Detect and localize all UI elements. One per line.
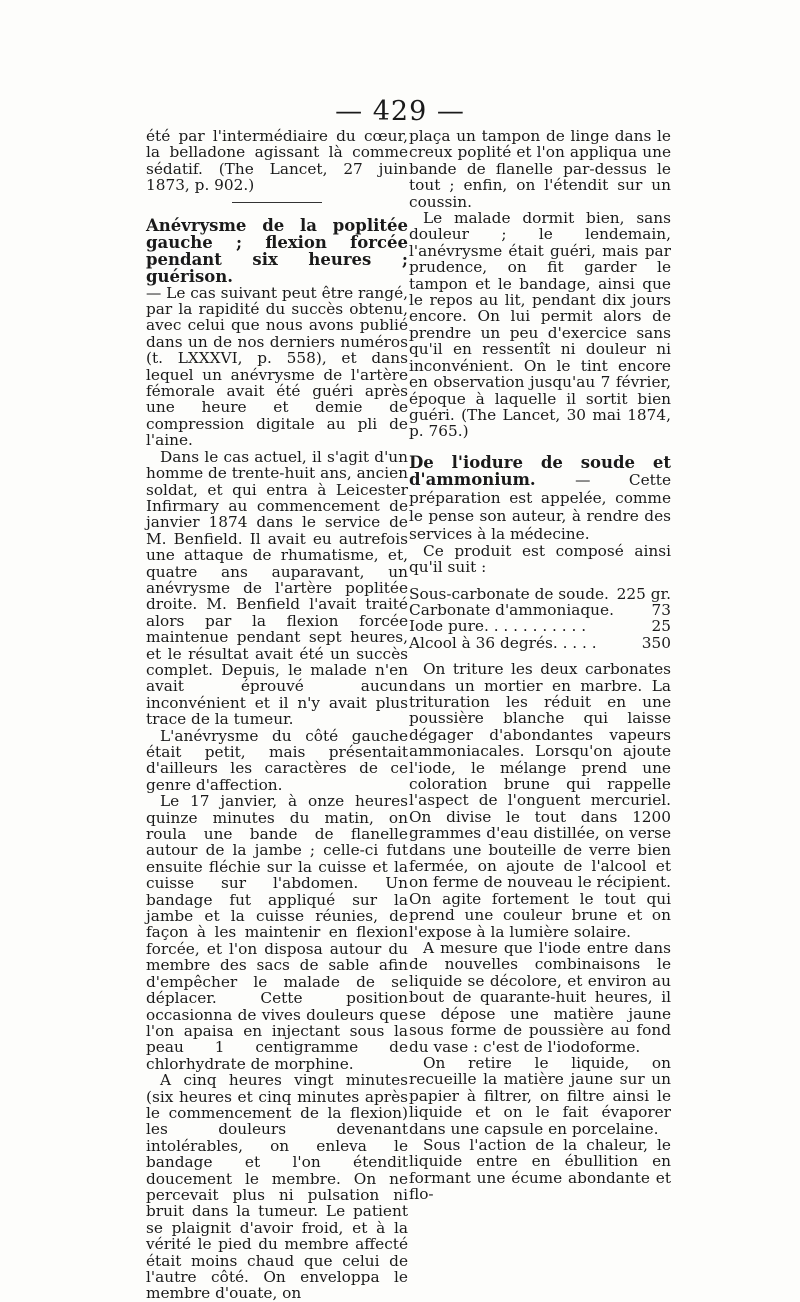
section-heading	[409, 454, 671, 543]
ingredient-quantity: 25	[651, 617, 671, 636]
recipe-row	[409, 602, 671, 618]
ingredient-name: Iode pure. . . . . . . . . . .	[409, 617, 587, 636]
paragraph: Dans le cas actuel, il s'agit d'un homme de trente-huit ans, ancien soldat, et qui entra à Leicester Infirmary au commencement de janvier 1874 dans le service de M. Benfield. Il avait eu autrefois une attaque de rhumatisme, et, quatre ans auparavant, un anévrysme de l'artère poplitée droite. M. Benfield l'avait traité alors par la flexion forcée maintenue pendant sept heures, et le résultat avait été un succès complet. Depuis, le malade n'en avait éprouvé aucun inconvénient et il n'y avait plus trace de la tumeur.	[146, 447, 408, 729]
section-title: De l'iodure de soude et d'ammonium.	[409, 452, 671, 489]
left-column	[146, 128, 408, 1302]
paragraph: Le 17 janvier, à onze heures quinze minutes du matin, on roula une bande de flanelle autour de la jambe ; celle-ci fut ensuite fléchie sur la cuisse et la cuisse sur l'abdomen. Un bandage fut appliqué sur la jambe et la cuisse réunies, de façon à les maintenir en flexion forcée, et l'on disposa autour du membre des sacs de sable afin d'empêcher le malade de se déplacer. Cette position occasionna de vives douleurs que l'on apaisa en injectant sous la peau 1 centigramme de chlorhydrate de morphine.	[146, 792, 408, 1073]
ingredient-quantity: 350	[641, 633, 671, 652]
section-intro: — Cette préparation est appelée, comme le pense son auteur, à rendre des services à la médecine.	[409, 470, 671, 543]
ingredient-name: Sous-carbonate de soude.	[409, 584, 609, 603]
section-heading	[146, 217, 408, 285]
paragraph: Le malade dormit bien, sans douleur ; le lendemain, l'anévrysme était guéri, mais par prudence, on fit garder le tampon et le bandage, ainsi que le repos au lit, pendant dix jours encore. On lui permit alors de prendre un peu d'exercice sans qu'il en ressentît ni douleur ni inconvénient. On le tint encore en observation jusqu'au 7 février, époque à laquelle il sortit bien guéri. (The Lancet, 30 mai 1874, p. 765.)	[409, 209, 671, 441]
recipe-row	[409, 618, 671, 634]
paragraph: L'anévrysme du côté gauche était petit, mais présentait d'ailleurs les caractères de ce genre d'affection.	[146, 726, 408, 794]
paragraph: Ce produit est composé ainsi qu'il suit :	[409, 541, 671, 577]
recipe-row	[409, 586, 671, 602]
paragraph: Sous l'action de la chaleur, le liquide entre en ébullition en formant une écume abondante et flo-	[409, 1135, 671, 1204]
recipe-row	[409, 635, 671, 651]
section-title: Anévrysme de la poplitée gauche ; flexion forcée pendant six heures ; guérison.	[146, 215, 408, 286]
ingredient-quantity: 225 gr.	[616, 584, 671, 603]
ingredient-quantity: 73	[651, 600, 671, 619]
paragraph: On triture les deux carbonates dans un mortier en marbre. La trituration les réduit en une poussière blanche qui laisse dégager d'abondantes vapeurs ammoniacales. Lorsqu'on ajoute l'iode, le mélange prend une coloration brune qui rappelle l'aspect de l'onguent mercuriel. On divise le tout dans 1200 grammes d'eau distillée, on verse dans une bouteille de verre bien fermée, on ajoute de l'alcool et on ferme de nouveau le récipient. On agite fortement le tout qui prend une couleur brune et on l'expose à la lumière solaire.	[409, 660, 671, 941]
page-number: — 429 —	[335, 96, 465, 127]
paragraph: A mesure que l'iode entre dans de nouvelles combinaisons le liquide se décolore, et environ au bout de quarante-huit heures, il se dépose une matière jaune sous forme de poussière au fond du vase : c'est de l'iodoforme.	[409, 939, 671, 1056]
paragraph: On retire le liquide, on recueille la matière jaune sur un papier à filtrer, on filtre ainsi le liquide et on le fait évaporer dans une capsule en porcelaine.	[409, 1053, 671, 1138]
right-column	[409, 128, 671, 1203]
paragraph: A cinq heures vingt minutes (six heures et cinq minutes après le commencement de la flexion) les douleurs devenant intolérables, on enleva le bandage et l'on étendit doucement le membre. On ne percevait plus ni pulsation ni bruit dans la tumeur. Le patient se plaignit d'avoir froid, et à la vérité le pied du membre affecté était moins chaud que celui de l'autre côté. On enveloppa le membre d'ouate, on	[146, 1071, 408, 1302]
section-divider	[232, 202, 322, 203]
ingredient-name: Alcool à 36 degrés. . . . .	[409, 633, 597, 652]
paragraph: plaça un tampon de linge dans le creux poplité et l'on appliqua une bande de flanelle par-dessus le tout ; enfin, on l'étendit sur un coussin.	[409, 127, 671, 211]
recipe-table	[409, 586, 671, 652]
ingredient-name: Carbonate d'ammoniaque.	[409, 600, 614, 619]
paragraph: — Le cas suivant peut être rangé, par la rapidité du succès obtenu, avec celui que nous avons publié dans un de nos derniers numéros (t. LXXXVI, p. 558), et dans lequel un anévrysme de l'artère fémorale avait été guéri après une heure et demie de compression digitale au pli de l'aine.	[146, 283, 408, 450]
paragraph: été par l'intermédiaire du cœur, la belladone agissant là comme sédatif. (The Lancet, 27 juin 1873, p. 902.)	[146, 127, 408, 195]
